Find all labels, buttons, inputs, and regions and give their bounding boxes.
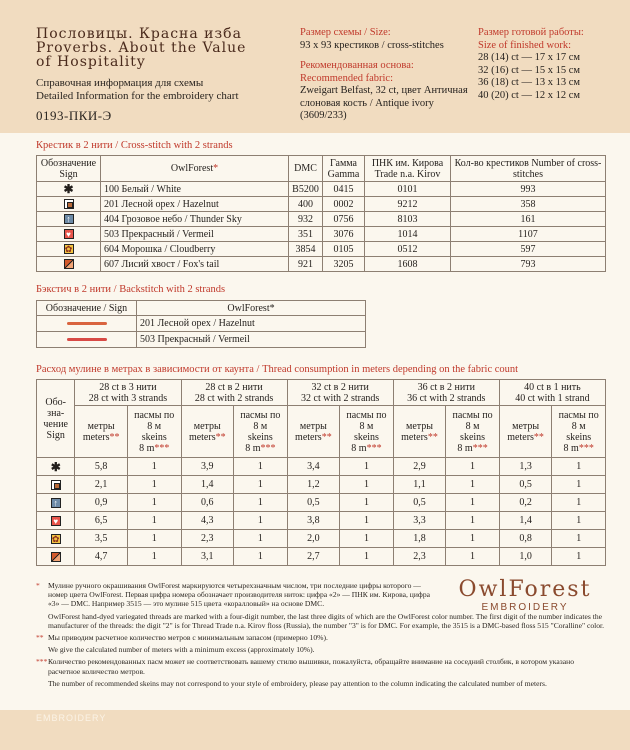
skeins-cell: 1 [340,458,394,476]
arrow-up-icon: ↑ [51,498,61,508]
diagonal-icon [51,552,61,562]
owlforest-cell: 607 Лисий хвост / Fox's tail [101,257,289,272]
finished-size-info [478,27,628,102]
fabric-value-line3: (3609/233) [300,110,347,121]
meters-cell: 2,7 [287,548,340,566]
col-skeins: пасмы по 8 м skeins 8 m*** [552,406,606,458]
meters-cell: 3,8 [287,512,340,530]
sign-cell [37,476,75,494]
owlforest-cell: 201 Лесной орех / Hazelnut [101,197,289,212]
owlforest-cell: 503 Прекрасный / Vermeil [101,227,289,242]
sign-cell [37,530,75,548]
col-meters: метры meters** [393,406,446,458]
skeins-cell: 1 [446,530,500,548]
pnk-cell: 1014 [365,227,451,242]
skeins-cell: 1 [552,494,606,512]
dmc-cell: 400 [289,197,323,212]
consumption-title: Расход мулине в метрах в зависимости от каунта / Thread consumption in meters depending on the fabric count [36,364,519,375]
dmc-cell: 921 [289,257,323,272]
flower-icon: ✿ [51,533,60,544]
meters-cell: 0,6 [181,494,234,512]
sign-cell [37,257,101,272]
table-row [37,530,606,548]
sign-cell [37,458,75,476]
table-row [37,182,606,197]
dmc-cell: B5200 [289,182,323,197]
meters-cell: 3,3 [393,512,446,530]
skeins-cell: 1 [127,476,181,494]
skeins-cell: 1 [234,458,288,476]
table-row [37,316,366,332]
meters-cell: 1,3 [499,458,552,476]
meters-cell: 1,0 [499,548,552,566]
skeins-cell: 1 [552,512,606,530]
skeins-cell: 1 [127,458,181,476]
square-dot-icon [51,480,61,490]
meters-cell: 0,5 [393,494,446,512]
gamma-cell: 0105 [323,242,365,257]
col-owlforest: OwlForest* [101,156,289,182]
gamma-cell: 0002 [323,197,365,212]
count-cell: 993 [451,182,606,197]
header-band [0,0,630,133]
title-en-line1: Proverbs. About the Value [36,40,247,56]
count-cell: 1107 [451,227,606,242]
cross-stitch-title: Крестик в 2 нити / Cross-stitch with 2 strands [36,140,233,151]
meters-cell: 2,9 [393,458,446,476]
col-dmc: DMC [289,156,323,182]
table-row [37,212,606,227]
count-cell: 161 [451,212,606,227]
skeins-cell: 1 [446,476,500,494]
meters-cell: 3,4 [287,458,340,476]
pnk-cell: 8103 [365,212,451,227]
heart-icon: ♥ [64,229,74,239]
skeins-cell: 1 [234,548,288,566]
chart-code: 0193-ПКИ-Э [36,108,112,123]
count-cell: 793 [451,257,606,272]
meters-cell: 1,8 [393,530,446,548]
dmc-cell: 351 [289,227,323,242]
sign-cell [37,227,101,242]
table-row [37,494,606,512]
fabric-label-ru: Рекомендованная основа: [300,60,414,71]
count-cell: 358 [451,197,606,212]
pnk-cell: 1608 [365,257,451,272]
meters-cell: 6,5 [75,512,128,530]
skeins-cell: 1 [127,494,181,512]
size-label: Размер схемы / Size: [300,27,391,38]
col-meters: метры meters** [181,406,234,458]
skeins-cell: 1 [234,512,288,530]
meters-cell: 0,8 [499,530,552,548]
table-row [37,476,606,494]
meters-cell: 0,5 [287,494,340,512]
table-row [37,242,606,257]
consumption-table [36,379,606,566]
col-pnk: ПНК им. Кирова Trade n.a. Kirov [365,156,451,182]
footnote-2: ** Мы приводим расчетное количество метров с минимальным запасом (примерно 10%). [36,633,328,643]
col-meters: метры meters** [75,406,128,458]
meters-cell: 4,7 [75,548,128,566]
col-sign: Обозначение / Sign [37,301,137,316]
col-meters: метры meters** [287,406,340,458]
finished-label-ru: Размер готовой работы: [478,27,584,38]
sign-cell [37,332,137,348]
footnote-2-en: We give the calculated number of meters with a minimum excess (approximately 10%). [48,645,315,655]
skeins-cell: 1 [552,548,606,566]
owlforest-logo: OwlForest EMBROIDERY [458,577,592,613]
pnk-cell: 9212 [365,197,451,212]
gamma-cell: 3205 [323,257,365,272]
table-row [37,332,366,348]
col-skeins: пасмы по 8 м skeins 8 m*** [234,406,288,458]
col-sign: Обозначение Sign [37,156,101,182]
subtitle-ru: Справочная информация для схемы [36,77,204,89]
skeins-cell: 1 [340,530,394,548]
skeins-cell: 1 [234,530,288,548]
skeins-cell: 1 [552,476,606,494]
skeins-cell: 1 [446,458,500,476]
flower-icon: ✿ [64,244,73,255]
skeins-cell: 1 [234,494,288,512]
col-gamma: Гамма Gamma [323,156,365,182]
meters-cell: 1,2 [287,476,340,494]
footnote-3-en: The number of recommended skeins may not correspond to your style of embroidery, please pay attention to the column indicating the calculated number of meters. [48,678,547,688]
skeins-cell: 1 [340,494,394,512]
skeins-cell: 1 [234,476,288,494]
meters-cell: 0,2 [499,494,552,512]
skeins-cell: 1 [446,512,500,530]
table-row [37,257,606,272]
footnote-3: *** Количество рекомендованных пасм может не соответствовать вашему стилю вышивки, пожалуйста, обращайте внимание на соседний столбик, в котором указано расчетное количество метров. [36,657,574,676]
diagonal-icon [64,259,74,269]
backstitch-line-icon [67,322,107,325]
meters-cell: 2,3 [393,548,446,566]
finished-size-36: 36 (18) ct — 13 x 13 см [478,77,581,88]
chart-size-info [300,27,475,123]
meters-cell: 1,1 [393,476,446,494]
sign-cell [37,212,101,227]
skeins-cell: 1 [340,476,394,494]
fabric-label-en: Recommended fabric: [300,72,394,84]
col-count: Кол-во крестиков Number of cross-stitches [451,156,606,182]
table-row [37,512,606,530]
sign-cell [37,242,101,257]
finished-size-28: 28 (14) ct — 17 x 17 см [478,52,581,63]
col-skeins: пасмы по 8 м skeins 8 m*** [340,406,394,458]
subtitle [36,77,239,103]
footnote-1-en: OwlForest hand-dyed variegated threads are marked with a four-digit number, the last three digits of which are the OwlForest color number. The first digit of the number indicates the manufacturer of the threads: the digit "2" is for Thread Trade n.a. Kirov floss (Russia), the number "3" is for DMC. For example, the 3515 is a DMC-based floss 515 "Coralline" color. [48,611,605,630]
size-value: 93 x 93 крестиков / cross-stitches [300,39,444,51]
sign-cell [37,197,101,212]
col-group-count: 40 ct в 1 нить 40 ct with 1 strand [499,380,605,406]
sign-cell [37,182,101,197]
col-group-count: 28 ct в 3 нити 28 ct with 3 strands [75,380,181,406]
meters-cell: 1,4 [181,476,234,494]
skeins-cell: 1 [340,548,394,566]
skeins-cell: 1 [446,548,500,566]
owlforest-cell: 404 Грозовое небо / Thunder Sky [101,212,289,227]
col-group-count: 28 ct в 2 нити 28 ct with 2 strands [181,380,287,406]
owlforest-cell: 201 Лесной орех / Hazelnut [137,316,366,332]
meters-cell: 0,9 [75,494,128,512]
skeins-cell: 1 [127,512,181,530]
dmc-cell: 932 [289,212,323,227]
gamma-cell: 0756 [323,212,365,227]
finished-label-en: Size of finished work: [478,39,572,51]
col-owlforest: OwlForest* [137,301,366,316]
backstitch-line-icon [67,338,107,341]
pnk-cell: 0512 [365,242,451,257]
pnk-cell: 0101 [365,182,451,197]
title-ru: Пословицы. Красна изба [36,26,242,42]
table-row [37,458,606,476]
skeins-cell: 1 [340,512,394,530]
owlforest-cell: 503 Прекрасный / Vermeil [137,332,366,348]
meters-cell: 4,3 [181,512,234,530]
chart-title [36,27,296,69]
skeins-cell: 1 [552,458,606,476]
meters-cell: 2,1 [75,476,128,494]
table-row [37,227,606,242]
skeins-cell: 1 [127,530,181,548]
owlforest-cell: 604 Морошка / Cloudberry [101,242,289,257]
sign-cell [37,548,75,566]
gamma-cell: 0415 [323,182,365,197]
col-sign: Обо-зна-чение Sign [37,380,75,458]
col-meters: метры meters** [499,406,552,458]
heart-icon: ♥ [51,516,61,526]
meters-cell: 3,9 [181,458,234,476]
sign-cell [37,512,75,530]
fabric-value-line1: Zweigart Belfast, 32 ct, цвет Античная [300,85,468,96]
meters-cell: 2,3 [181,530,234,548]
gamma-cell: 3076 [323,227,365,242]
star-icon: ✱ [50,459,61,474]
meters-cell: 3,5 [75,530,128,548]
meters-cell: 2,0 [287,530,340,548]
count-cell: 597 [451,242,606,257]
sign-cell [37,494,75,512]
meters-cell: 5,8 [75,458,128,476]
meters-cell: 3,1 [181,548,234,566]
sign-cell [37,316,137,332]
subtitle-en: Detailed Information for the embroidery chart [36,90,239,102]
col-group-count: 32 ct в 2 нити 32 ct with 2 strands [287,380,393,406]
table-row [37,548,606,566]
footnote-1: * Мулине ручного окрашивания OwlForest маркируются четырехзначным числом, три последние цифры которого — номер цвета OwlForest. Первая цифра номера обозначает производителя ниток: цифра «2» — ПНК им. Кирова, цифра «3» — DMC. Например 3515 — это мулине 515 цвета «коралловый» на основе DMC. [36,581,430,609]
col-skeins: пасмы по 8 м skeins 8 m*** [446,406,500,458]
col-skeins: пасмы по 8 м skeins 8 m*** [127,406,181,458]
backstitch-title: Бэкстич в 2 нити / Backstitch with 2 strands [36,284,226,295]
arrow-up-icon: ↑ [64,214,74,224]
cross-stitch-table [36,155,606,272]
skeins-cell: 1 [446,494,500,512]
meters-cell: 1,4 [499,512,552,530]
skeins-cell: 1 [552,530,606,548]
backstitch-table [36,300,366,348]
owlforest-cell: 100 Белый / White [101,182,289,197]
skeins-cell: 1 [127,548,181,566]
col-group-count: 36 ct в 2 нити 36 ct with 2 strands [393,380,499,406]
fabric-value-line2: слоновая кость / Antique ivory [300,97,434,109]
square-dot-icon [64,199,74,209]
bottom-bar: EMBROIDERY [0,710,630,750]
meters-cell: 0,5 [499,476,552,494]
finished-size-32: 32 (16) ct — 15 x 15 см [478,64,581,76]
dmc-cell: 3854 [289,242,323,257]
finished-size-40: 40 (20) ct — 12 x 12 см [478,89,581,101]
star-icon: ✱ [63,182,74,197]
table-row [37,197,606,212]
title-en-line2: of Hospitality [36,54,146,70]
